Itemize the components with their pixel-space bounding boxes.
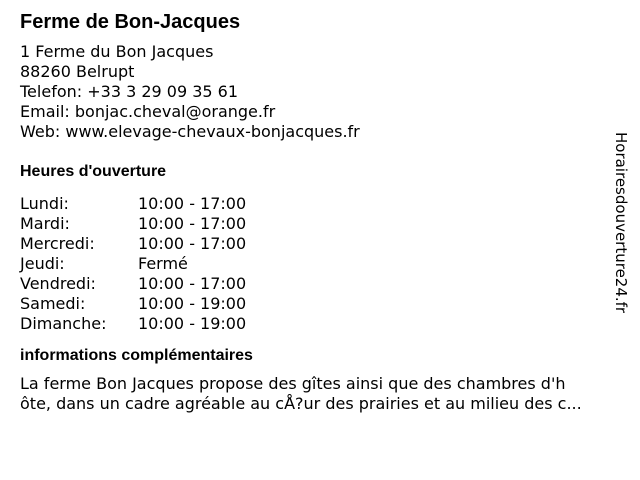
business-card	[20, 10, 620, 414]
contact-block	[20, 42, 620, 142]
business-name: Ferme de Bon-Jacques	[20, 11, 241, 33]
address-line-2: 88260 Belrupt	[20, 62, 135, 81]
info-line-1: La ferme Bon Jacques propose des gîtes ainsi que des chambres d'h	[20, 374, 566, 393]
additional-info-text	[20, 374, 620, 414]
hours-row-tuesday	[20, 214, 620, 234]
web-line: Web: www.elevage-chevaux-bonjacques.fr	[20, 122, 360, 141]
opening-hours-heading: Heures d'ouverture	[20, 163, 167, 180]
email-line: Email: bonjac.cheval@orange.fr	[20, 102, 276, 121]
hours-day: Mardi:	[20, 214, 70, 233]
hours-row-wednesday	[20, 234, 620, 254]
hours-day: Dimanche:	[20, 314, 107, 333]
hours-value: 10:00 - 19:00	[138, 314, 247, 333]
address-line-1: 1 Ferme du Bon Jacques	[20, 42, 214, 61]
info-line-2: ôte, dans un cadre agréable au cÅ?ur des prairies et au milieu des c...	[20, 394, 582, 413]
hours-day: Jeudi:	[20, 254, 65, 273]
hours-value: 10:00 - 17:00	[138, 214, 247, 233]
hours-row-thursday	[20, 254, 620, 274]
phone-line: Telefon: +33 3 29 09 35 61	[20, 82, 239, 101]
hours-day: Mercredi:	[20, 234, 95, 253]
hours-value: Fermé	[138, 254, 188, 273]
hours-day: Samedi:	[20, 294, 86, 313]
hours-row-saturday	[20, 294, 620, 314]
hours-value: 10:00 - 19:00	[138, 294, 247, 313]
opening-hours-table	[20, 194, 620, 334]
hours-value: 10:00 - 17:00	[138, 194, 247, 213]
hours-day: Lundi:	[20, 194, 69, 213]
additional-info-heading: informations complémentaires	[20, 347, 253, 364]
hours-row-monday	[20, 194, 620, 214]
hours-value: 10:00 - 17:00	[138, 234, 247, 253]
hours-row-sunday	[20, 314, 620, 334]
hours-day: Vendredi:	[20, 274, 96, 293]
hours-row-friday	[20, 274, 620, 294]
hours-value: 10:00 - 17:00	[138, 274, 247, 293]
site-watermark: Horairesdouverture24.fr	[612, 132, 630, 314]
